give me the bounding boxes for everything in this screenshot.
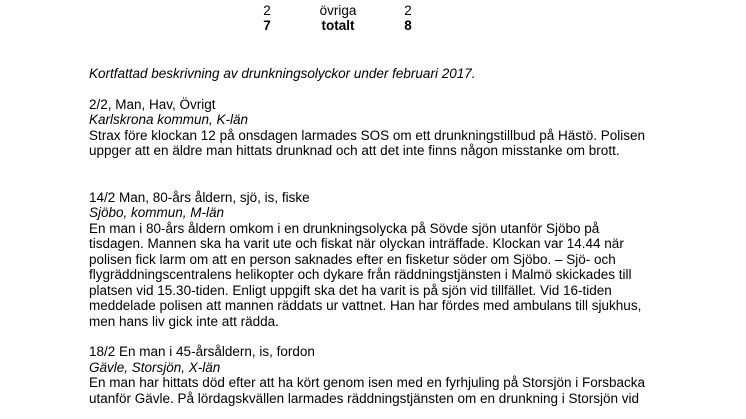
text-line: flygräddningscentralens helikopter och dykare från räddningstjänsten i Malmö skickades till — [89, 267, 632, 282]
incident-header: 14/2 Man, 80-års åldern, sjö, is, fiske — [89, 189, 310, 205]
incident-entry — [89, 97, 669, 159]
table-cell: övriga — [319, 3, 357, 18]
text-line: utanför Gävle. På lördagskvällen larmades räddningstjänsten om en drunkning i Storsjön vid — [89, 390, 640, 406]
text-line: uppger att en äldre man hittats drunknad och att det inte finns någon misstanke om brott. — [89, 143, 620, 158]
intro-text: Kortfattad beskrivning av drunkningsolyckor under februari 2017. — [89, 66, 476, 81]
text-line: En man har hittats död efter att ha kört genom isen med en fyrhjuling på Storsjön i Forsbacka — [89, 375, 646, 390]
incident-entry — [89, 190, 669, 330]
text-line: meddelade polisen att mannen räddats ur vattnet. Han har fördes med ambulans till sjukhus, — [89, 298, 642, 313]
incident-header: 2/2, Man, Hav, Övrigt — [89, 96, 216, 112]
table-row-total — [0, 18, 746, 33]
text-line: Strax före klockan 12 på onsdagen larmades SOS om ett drunkningstillbud på Hästö. Polisen — [89, 127, 646, 143]
table-cell: totalt — [321, 18, 355, 33]
incident-header: 18/2 En man i 45-årsåldern, is, fordon — [89, 344, 315, 359]
table-cell: 2 — [263, 3, 271, 18]
incident-place: Sjöbo, kommun, M-län — [89, 205, 225, 220]
table-cell: 7 — [263, 18, 271, 33]
table-cell: 8 — [404, 18, 412, 33]
text-line: tisdagen. Mannen ska ha varit ute och fiskat när olyckan inträffade. Klockan var 14.44 när — [89, 236, 624, 251]
text-line: men hans liv gick inte att rädda. — [89, 313, 279, 329]
text-line: polisen fick larm om att en person saknades efter en fisketur söder om Sjöbo. – Sjö- och — [89, 251, 616, 267]
document-body — [89, 66, 669, 406]
incident-entry — [89, 344, 669, 406]
incident-place: Gävle, Storsjön, X-län — [89, 359, 221, 375]
text-line: En man i 80-års åldern omkom i en drunkningsolycka på Sövde sjön utanför Sjöbo på — [89, 220, 600, 236]
incident-place: Karlskrona kommun, K-län — [89, 112, 249, 127]
table-cell: 2 — [404, 3, 412, 18]
table-row — [0, 3, 746, 18]
summary-table — [0, 3, 746, 33]
text-line: platsen vid 15.30-tiden. Enligt uppgift ska det ha varit is på sjön vid tillfället. Vid 16-tiden — [89, 282, 612, 298]
